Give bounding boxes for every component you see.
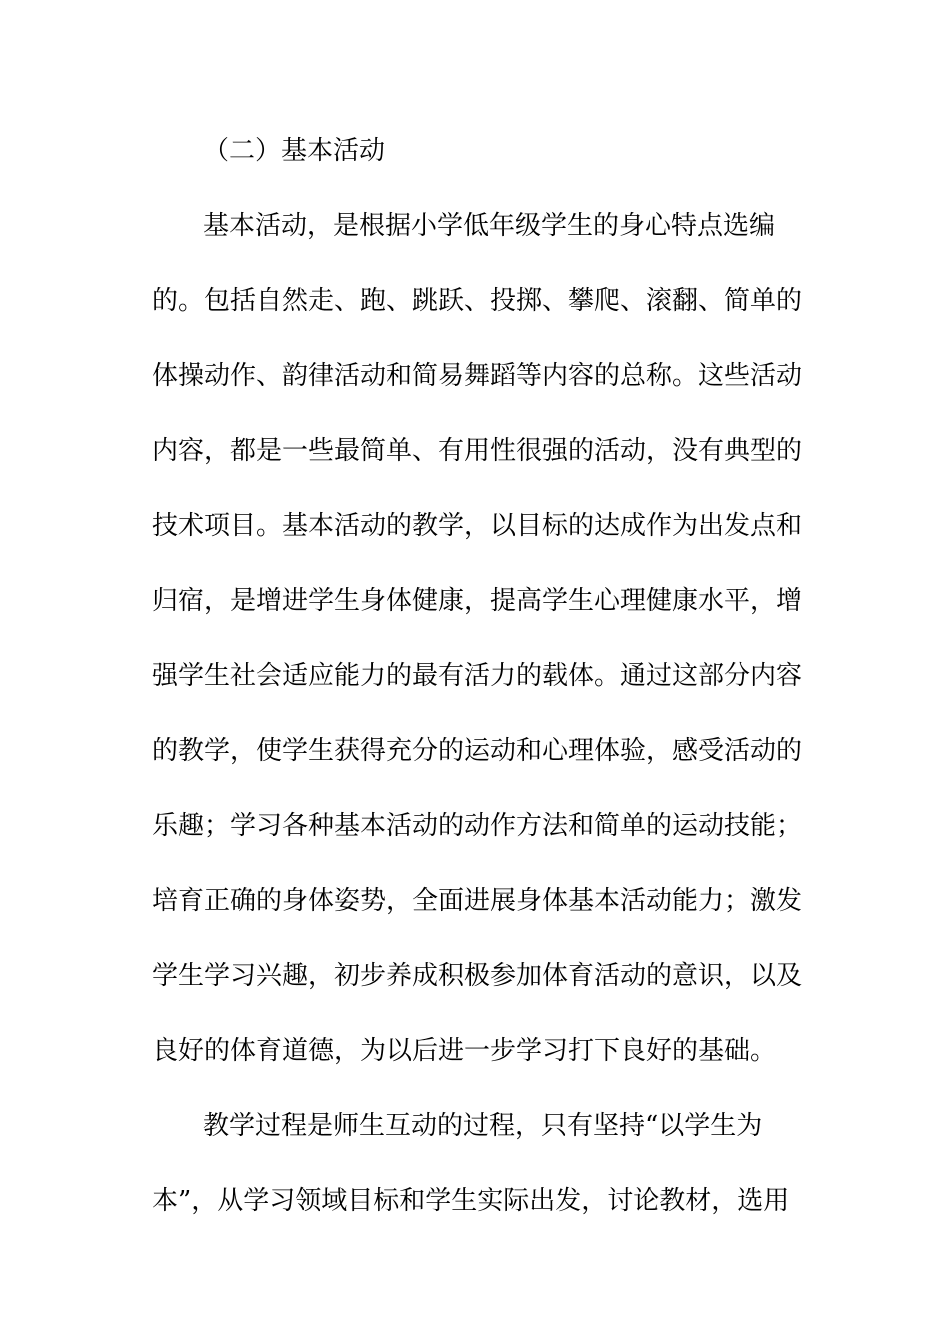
paragraph-line: 技术项目。基本活动的教学，以目标的达成作为出发点和 [152,511,803,541]
paragraph-line: 良好的体育道德，为以后进一步学习打下良好的基础。 [152,1036,777,1066]
paragraph-line: 基本活动，是根据小学低年级学生的身心特点选编 [203,211,776,241]
paragraph-line: 强学生社会适应能力的最有活力的载体。通过这部分内容 [152,661,803,691]
paragraph-line: 学生学习兴趣，初步养成积极参加体育活动的意识，以及 [152,961,803,991]
paragraph-line: 教学过程是师生互动的过程，只有坚持“以学生为 [203,1111,763,1141]
paragraph-line: 乐趣；学习各种基本活动的动作方法和简单的运动技能； [152,811,803,841]
paragraph-line: 本”，从学习领域目标和学生实际出发，讨论教材，选用 [152,1186,790,1216]
paragraph-line: 内容，都是一些最简单、有用性很强的活动，没有典型的 [152,436,803,466]
paragraph-line: 的教学，使学生获得充分的运动和心理体验，感受活动的 [152,736,803,766]
paragraph-line: 归宿，是增进学生身体健康，提高学生心理健康水平，增 [152,586,803,616]
paragraph-line: 体操动作、韵律活动和简易舞蹈等内容的总称。这些活动 [152,361,803,391]
paragraph-line: 培育正确的身体姿势，全面进展身体基本活动能力；激发 [152,886,803,916]
paragraph-line: 的。包括自然走、跑、跳跃、投掷、攀爬、滚翻、简单的 [152,286,803,316]
section-heading: （二）基本活动 [203,136,386,166]
